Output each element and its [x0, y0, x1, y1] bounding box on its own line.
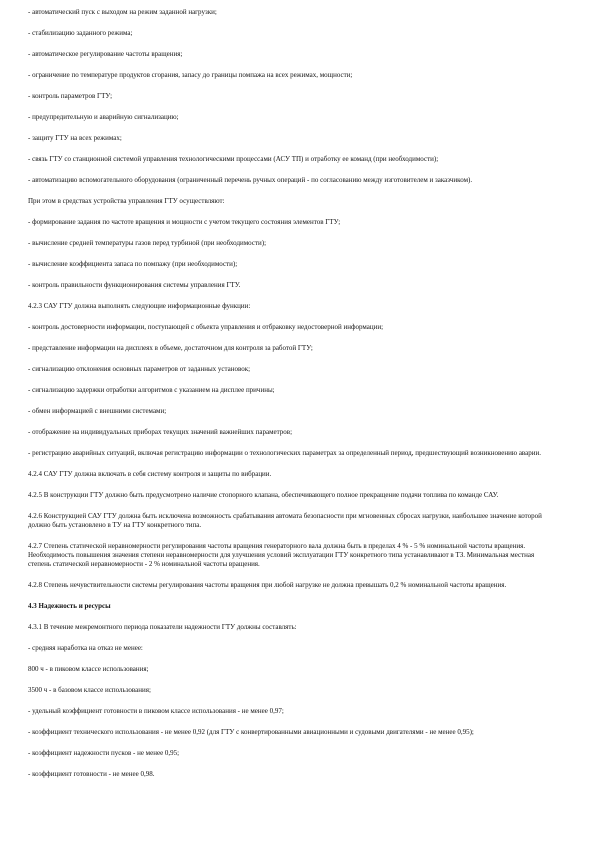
list-item-setpoint-forming: - формирование задания по частоте вращения и мощности с учетом текущего состояния элементов ГТУ; [28, 218, 341, 226]
list-item-specific-availability: - удельный коэффициент готовности в пиковом классе использования - не менее 0,97; [28, 707, 284, 715]
list-item-indicator-display: - отображение на индивидуальных приборах текущих значений важнейших параметров; [28, 428, 293, 436]
list-item-temperature-limit: - ограничение по температуре продуктов сгорания, запасу до границы помпажа на всех режимах, мощности; [28, 71, 353, 79]
list-item-mtbf: - средняя наработка на отказ не менее: [28, 644, 143, 652]
list-item-protection: - защиту ГТУ на всех режимах; [28, 134, 122, 142]
list-item-availability: - коэффициент готовности - не менее 0,98. [28, 770, 155, 778]
list-item-alarm-signaling: - предупредительную и аварийную сигнализацию; [28, 113, 179, 121]
list-item-delay-signal: - сигнализацию задержки отработки алгоритмов с указанием на дисплее причины; [28, 386, 275, 394]
section-heading-4-3: 4.3 Надежность и ресурсы [28, 602, 111, 610]
paragraph-control-means-intro: При этом в средствах устройства управления ГТУ осуществляют: [28, 197, 225, 205]
list-item-auto-start: - автоматический пуск с выходом на режим заданной нагрузки; [28, 8, 217, 16]
section-4-2-4: 4.2.4 САУ ГТУ должна включать в себя систему контроля и защиты по вибрации. [28, 470, 272, 478]
list-item-deviation-signal: - сигнализацию отклонения основных параметров от заданных установок; [28, 365, 251, 373]
list-item-mtbf-peak: 800 ч - в пиковом классе использования; [28, 665, 149, 673]
list-item-mtbf-base: 3500 ч - в базовом классе использования; [28, 686, 151, 694]
section-4-2-8: 4.2.8 Степень нечувствительности системы регулирования частоты вращения при любой нагрузке не должна превышать 0,2 % номинальной частоты вращения. [28, 581, 507, 589]
list-item-functioning-check: - контроль правильности функционирования системы управления ГТУ. [28, 281, 241, 289]
list-item-speed-regulation: - автоматическое регулирование частоты вращения; [28, 50, 183, 58]
section-4-2-5: 4.2.5 В конструкции ГТУ должно быть предусмотрено наличие стопорного клапана, обеспечивающего полное прекращение подачи топлива по команде САУ. [28, 491, 499, 499]
list-item-surge-margin: - вычисление коэффициента запаса по помпажу (при необходимости); [28, 260, 238, 268]
list-item-data-exchange: - обмен информацией с внешними системами; [28, 407, 167, 415]
list-item-data-validity: - контроль достоверности информации, поступающей с объекта управления и отбраковку недостоверной информации; [28, 323, 384, 331]
list-item-start-reliability: - коэффициент надежности пусков - не менее 0,95; [28, 749, 180, 757]
section-4-2-3: 4.2.3 САУ ГТУ должна выполнять следующие информационные функции: [28, 302, 251, 310]
list-item-display-info: - представление информации на дисплеях в объеме, достаточном для контроля за работой ГТУ; [28, 344, 313, 352]
list-item-emergency-log: - регистрацию аварийных ситуаций, включая регистрацию информации о технологических параметрах за определенный период, предшествующий возникновению аварии. [28, 449, 541, 457]
section-4-3-1: 4.3.1 В течение межремонтного периода показатели надежности ГТУ должны составлять: [28, 623, 297, 631]
list-item-stabilization: - стабилизацию заданного режима; [28, 29, 133, 37]
list-item-asu-link: - связь ГТУ со станционной системой управления технологическими процессами (АСУ ТП) и отработку ее команд (при необходимости); [28, 155, 439, 163]
list-item-technical-utilization: - коэффициент технического использования - не менее 0,92 (для ГТУ с конвертированными авиационными и судовыми двигателями - не менее 0,95); [28, 728, 474, 736]
list-item-parameter-control: - контроль параметров ГТУ; [28, 92, 113, 100]
list-item-aux-automation: - автоматизацию вспомогательного оборудования (ограниченный перечень ручных операций - по согласованию между изготовителем и заказчиком). [28, 176, 473, 184]
section-4-2-7: 4.2.7 Степень статической неравномерности регулирования частоты вращения генераторного вала должна быть в пределах 4 % - 5 % номинальной частоты вращения. Необходимость повышения значения степени неравномерности для улучшения условий эксплуатации ГТУ конкретного типа устанавливают в ТЗ. Минимальная местная степень статической неравномерности - 2 % номинальной частоты вращения. [28, 542, 535, 568]
section-4-2-6: 4.2.6 Конструкцией САУ ГТУ должна быть исключена возможность срабатывания автомата безопасности при мгновенных сбросах нагрузки, наибольшее значение которой должно быть установлено в ТУ на ГТУ конкретного типа. [28, 512, 542, 529]
list-item-gas-temperature: - вычисление средней температуры газов перед турбиной (при необходимости); [28, 239, 267, 247]
